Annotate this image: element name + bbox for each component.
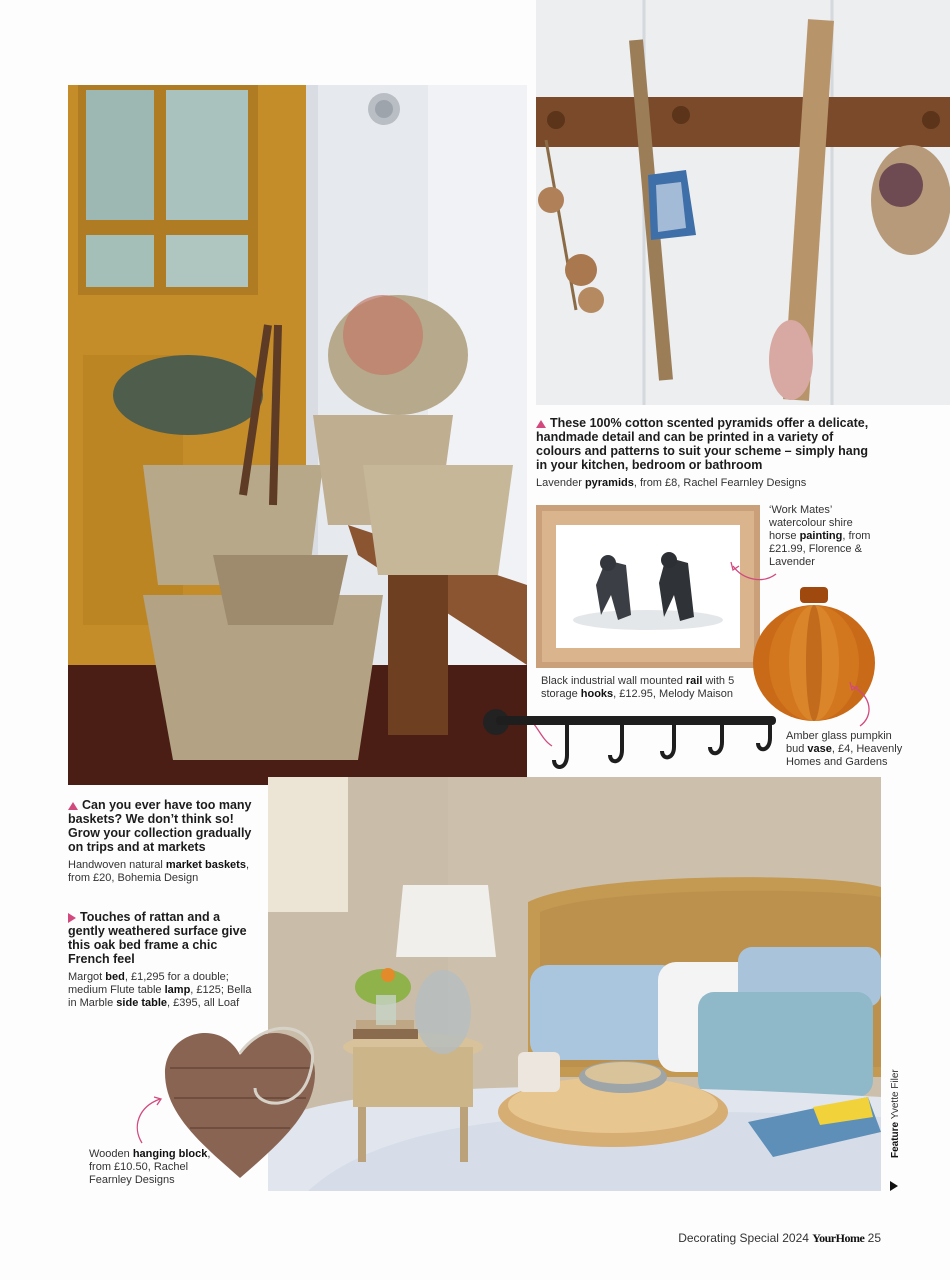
rail-caption: Black industrial wall mounted rail with 5 storage hooks, £12.95, Melody Maison (541, 675, 735, 700)
baskets-caption (68, 798, 258, 885)
painting-caption: ‘Work Mates’ watercolour shire horse painting, from £21.99, Florence & Lavender (769, 504, 871, 568)
peg-rail-illustration (536, 0, 950, 405)
arrow-curve-icon (132, 1095, 164, 1145)
baskets-illustration (68, 85, 527, 785)
brand-logo: YourHome (812, 1231, 865, 1245)
arrow-curve-icon (728, 560, 778, 585)
bed-caption (68, 910, 258, 1010)
vase-caption: Amber glass pumpkin bud vase, £4, Heavenly Homes and Gardens (786, 730, 903, 768)
play-triangle-icon (890, 1181, 898, 1191)
feature-credit: Feature Yvette Filer (890, 1069, 901, 1158)
issue-name: Decorating Special 2024 (678, 1231, 809, 1245)
bed-heading: Touches of rattan and a gently weathered surface give this oak bed frame a chic French feel (68, 910, 247, 966)
pyramids-photo (536, 0, 950, 405)
arrow-curve-icon (842, 680, 882, 730)
pyramids-detail: Lavender pyramids, from £8, Rachel Fearnley Designs (536, 477, 807, 489)
bedroom-photo (268, 777, 881, 1191)
page-number: 25 (867, 1231, 881, 1245)
baskets-detail: Handwoven natural market baskets, from £20, Bohemia Design (68, 859, 250, 884)
triangle-up-icon (68, 802, 78, 810)
bedroom-illustration (268, 777, 881, 1191)
rail-hooks-illustration (482, 700, 782, 775)
horse-painting-illustration (556, 525, 740, 648)
bed-detail: Margot bed, £1,295 for a double; medium Flute table lamp, £125; Bella in Marble side table, £395, all Loaf (68, 971, 252, 1009)
page-footer (600, 1231, 881, 1246)
triangle-up-icon (536, 420, 546, 428)
pyramids-heading: These 100% cotton scented pyramids offer a delicate, handmade detail and can be printed in a variety of colours and patterns to suit your scheme – simply hang in your kitchen, bedroom or bathroom (536, 416, 869, 472)
pyramids-caption (536, 416, 876, 490)
heart-caption: Wooden hanging block, from £10.50, Rachel Fearnley Designs (89, 1148, 211, 1186)
triangle-right-icon (68, 913, 76, 923)
painting-product (536, 505, 760, 668)
baskets-heading: Can you ever have too many baskets? We don’t think so! Grow your collection gradually on trips and at markets (68, 798, 252, 854)
baskets-photo (68, 85, 527, 785)
